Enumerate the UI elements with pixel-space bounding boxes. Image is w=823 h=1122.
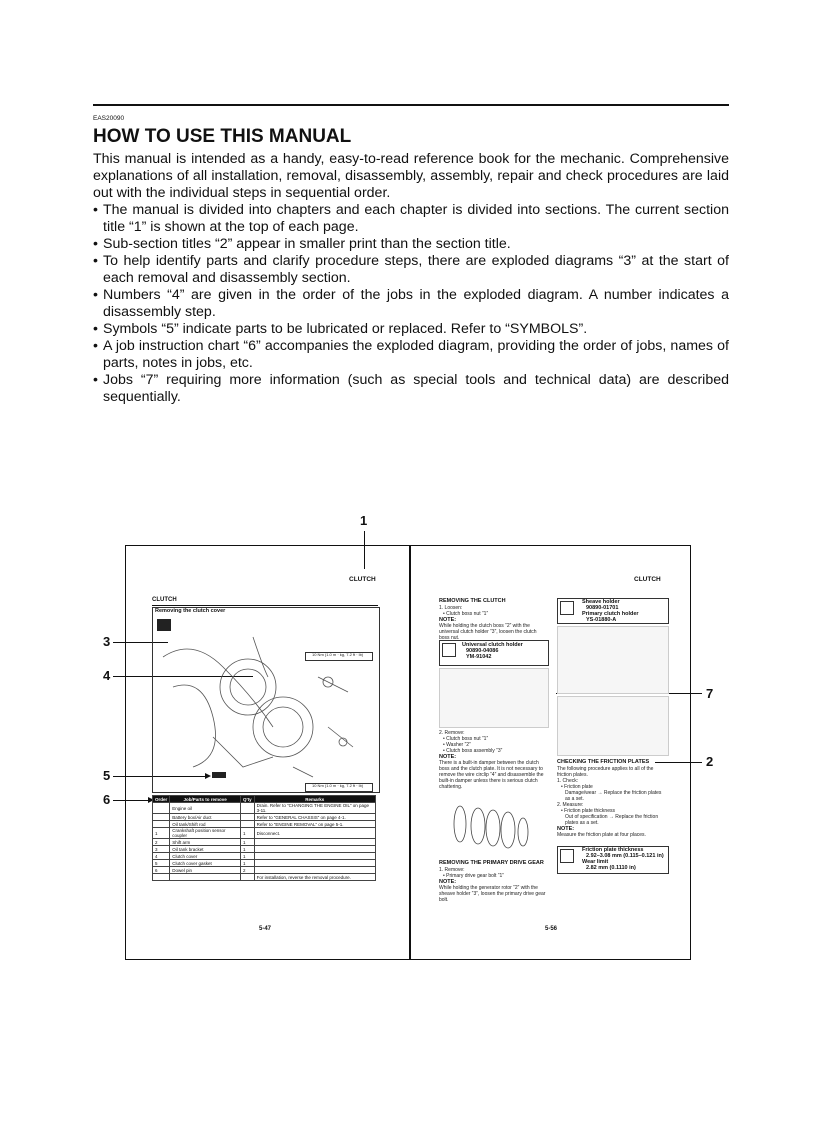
table-cell — [254, 839, 375, 846]
loosen-item: • Clutch boss nut “1” — [443, 611, 489, 617]
table-cell — [153, 814, 170, 821]
generator-rotor-photo — [557, 696, 669, 756]
remove-step: 2. Remove: — [439, 730, 465, 736]
check-note-text: Measure the friction plate at four places. — [557, 832, 646, 838]
table-row — [153, 814, 376, 821]
tool-wrench-icon — [560, 601, 574, 615]
table-cell: 5 — [153, 860, 170, 867]
table-cell: 1 — [241, 853, 255, 860]
table-row — [153, 839, 376, 846]
list-item: • To help identify parts and clarify procedure steps, there are exploded diagrams “3” at the start of each removal and disassembly section. — [93, 253, 729, 287]
top-rule — [93, 104, 729, 106]
table-cell: For installation, reverse the removal procedure. — [254, 874, 375, 881]
check-intro: The following procedure applies to all of the friction plates. — [557, 766, 654, 778]
list-item: • A job instruction chart “6” accompanies the exploded diagram, providing the order of jobs, names of parts, notes in jobs, etc. — [93, 338, 729, 372]
sample-left-subsection: Removing the clutch cover — [155, 608, 226, 614]
check-step: Damage/wear → Replace the friction plates as a set. — [565, 790, 662, 802]
table-cell — [241, 803, 255, 814]
spec-value: 2.92–3.08 mm (0.115–0.121 in) — [586, 853, 664, 859]
check-step: 2. Measure: — [557, 802, 584, 808]
table-cell: Refer to “ENGINE REMOVAL” on page 5-1. — [254, 821, 375, 828]
list-item: • Symbols “5” indicate parts to be lubricated or replaced. Refer to “SYMBOLS”. — [93, 321, 729, 338]
check-note-label: NOTE: — [557, 826, 575, 832]
primary-item: • Primary drive gear bolt “1” — [443, 873, 504, 879]
loosen-step: 1. Loosen: — [439, 605, 463, 611]
callout-6-line — [113, 800, 150, 801]
table-cell: 2 — [241, 867, 255, 874]
table-cell: 3 — [153, 846, 170, 853]
table-cell: Crankshaft position sensor coupler — [170, 828, 241, 839]
callout-2-line — [655, 762, 702, 763]
table-row — [153, 828, 376, 839]
table-cell: Clutch cover gasket — [170, 860, 241, 867]
removing-clutch-title: REMOVING THE CLUTCH — [439, 598, 506, 604]
list-item: • Numbers “4” are given in the order of the jobs in the exploded diagram. A number indicates a disassembly step. — [93, 287, 729, 321]
table-cell: 1 — [241, 839, 255, 846]
table-header: Job/Parts to remove — [170, 796, 241, 803]
check-step: • Friction plate thickness — [561, 808, 615, 814]
intro-paragraph: This manual is intended as a handy, easy-to-read reference book for the mechanic. Comprehensive explanations of all installation, removal, disassembly, assembly, repair and check procedures are laid out with the individual steps in sequential order. — [93, 151, 729, 201]
table-header: Remarks — [254, 796, 375, 803]
table-cell — [153, 803, 170, 814]
table-cell: Shift arm — [170, 839, 241, 846]
check-step: • Friction plate — [561, 784, 593, 790]
note-label: NOTE: — [439, 617, 457, 623]
table-cell: 1 — [153, 828, 170, 839]
tool2-alt-part: YS-01880-A — [586, 617, 617, 623]
note-text: While holding the clutch boss “2” with the universal clutch holder “3”, loosen the clutch boss nut. — [439, 623, 537, 641]
table-cell — [153, 874, 170, 881]
primary-note-label: NOTE: — [439, 879, 457, 885]
remove-item-3: • Clutch boss assembly “3” — [443, 748, 503, 754]
remove-item-1: • Clutch boss nut “1” — [443, 736, 489, 742]
table-header: Order — [153, 796, 170, 803]
checking-friction-title: CHECKING THE FRICTION PLATES — [557, 759, 650, 765]
sample-right-header: CLUTCH — [634, 576, 661, 583]
table-cell: 6 — [153, 867, 170, 874]
table-cell: Refer to “GENERAL CHASSIS” on page 4-1. — [254, 814, 375, 821]
callout-2: 2 — [706, 754, 714, 769]
callout-4: 4 — [103, 668, 111, 683]
table-cell: Drain. Refer to “CHANGING THE ENGINE OIL” on page 3-11. — [254, 803, 375, 814]
exploded-diagram — [153, 617, 377, 789]
table-cell: Oil tank bracket — [170, 846, 241, 853]
table-row — [153, 860, 376, 867]
section-code: EAS20090 — [93, 115, 125, 122]
list-item: • The manual is divided into chapters and each chapter is divided into sections. The current section title “1” is shown at the top of each page. — [93, 202, 729, 236]
table-cell: 1 — [241, 828, 255, 839]
table-cell: Clutch cover — [170, 853, 241, 860]
table-row — [153, 867, 376, 874]
note2-label: NOTE: — [439, 754, 457, 760]
table-cell: Oil tank/Shift rod — [170, 821, 241, 828]
list-item: • Sub-section titles “2” appear in smaller print than the section title. — [93, 236, 729, 253]
table-cell: 1 — [241, 846, 255, 853]
tool-wrench-icon — [442, 643, 456, 657]
callout-3: 3 — [103, 634, 111, 649]
table-cell: 2 — [153, 839, 170, 846]
callout-1: 1 — [360, 513, 368, 528]
page-title: HOW TO USE THIS MANUAL — [93, 126, 352, 147]
table-cell: Disconnect. — [254, 828, 375, 839]
table-cell — [241, 874, 255, 881]
tool2-alt-name: Primary clutch holder — [582, 611, 639, 617]
table-row — [153, 853, 376, 860]
note2-text: There is a built-in damper between the clutch boss and the clutch plate. It is not necessary to remove the wire circlip “4” and disassemble the built-in damper unless there is serious clutch chattering. — [439, 760, 544, 790]
torque-spec-2-text: 10 Nm (1.0 m · kg, 7.2 ft · lb) — [312, 783, 364, 788]
table-cell — [241, 821, 255, 828]
table-cell: 1 — [241, 860, 255, 867]
table-cell — [254, 867, 375, 874]
callout-7: 7 — [706, 686, 714, 701]
clutch-plates-diagram — [448, 796, 538, 854]
primary-drive-title: REMOVING THE PRIMARY DRIVE GEAR — [439, 860, 544, 866]
table-header: Q'ty — [241, 796, 255, 803]
motorcycle-icon — [157, 619, 171, 631]
table-cell: Battery box/Air duct — [170, 814, 241, 821]
primary-note-text: While holding the generator rotor “2” with the sheave holder “3”, loosen the primary drive gear bolt. — [439, 885, 546, 903]
table-cell: Dowel pin — [170, 867, 241, 874]
clutch-photo — [439, 668, 549, 728]
spec-limit-value: 2.82 mm (0.1110 in) — [586, 865, 636, 871]
sample-right-page-number: 5-56 — [545, 926, 558, 932]
spec-label: Friction plate thickness — [582, 847, 644, 853]
spread-divider — [409, 545, 411, 960]
measure-icon — [560, 849, 574, 863]
tool1-alt: YM-91042 — [466, 654, 492, 660]
tool1-name: Universal clutch holder — [462, 642, 523, 648]
table-cell: 4 — [153, 853, 170, 860]
sample-left-rule — [152, 605, 378, 606]
table-row — [153, 821, 376, 828]
table-row — [153, 803, 376, 814]
spec-limit-label: Wear limit — [582, 859, 609, 865]
job-instruction-chart — [152, 795, 376, 881]
tool1-part: 90890-04086 — [466, 648, 499, 654]
torque-spec-1-text: 10 Nm (1.0 m · kg, 7.2 ft · lb) — [312, 652, 364, 657]
table-cell — [254, 860, 375, 867]
list-item: • Jobs “7” requiring more information (such as special tools and technical data) are described sequentially. — [93, 372, 729, 406]
sample-left-header: CLUTCH — [349, 576, 376, 583]
table-row — [153, 846, 376, 853]
remove-item-2: • Washer “2” — [443, 742, 471, 748]
callout-1-line — [364, 531, 365, 569]
table-cell — [254, 853, 375, 860]
table-cell — [254, 846, 375, 853]
table-cell — [241, 814, 255, 821]
callout-5: 5 — [103, 768, 111, 783]
bullet-list — [93, 202, 729, 406]
table-cell — [153, 821, 170, 828]
table-row — [153, 874, 376, 881]
callout-6: 6 — [103, 792, 111, 807]
check-step: 1. Check: — [557, 778, 579, 784]
table-cell: Engine oil — [170, 803, 241, 814]
tool2-name: Sheave holder — [582, 599, 620, 605]
tool2-part: 90890-01701 — [586, 605, 619, 611]
sample-left-page-number: 5-47 — [259, 926, 272, 932]
primary-remove: 1. Remove: — [439, 867, 465, 873]
lubricate-symbol-icon — [212, 772, 226, 778]
sheave-holder-photo — [557, 626, 669, 694]
check-step: Out of specification → Replace the friction plates as a set. — [565, 814, 659, 826]
table-cell — [170, 874, 241, 881]
sample-left-section: CLUTCH — [152, 597, 177, 603]
